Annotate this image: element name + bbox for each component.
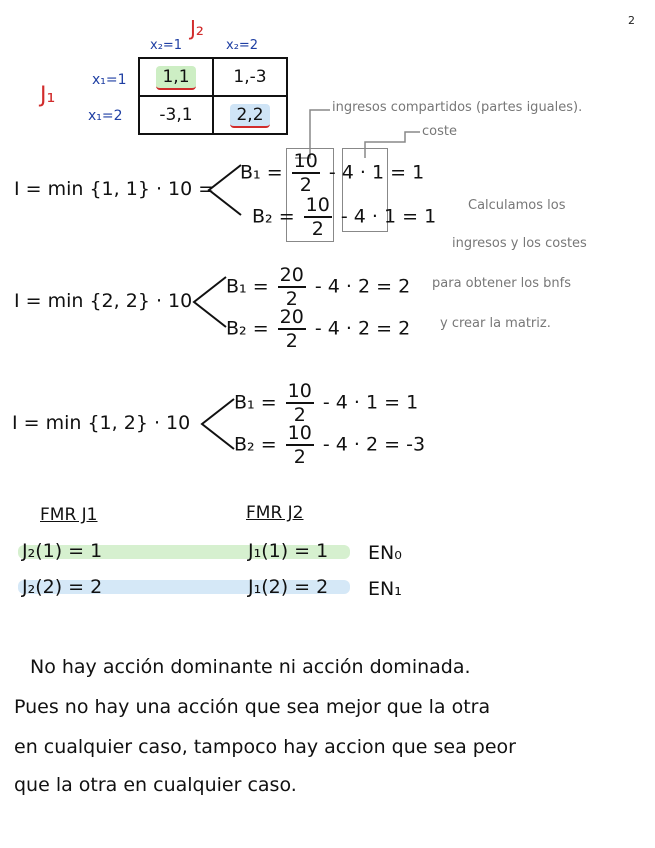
cell-value: 1,-3: [233, 67, 267, 87]
calc-note-line: y crear la matriz.: [440, 316, 551, 331]
conclusion-line: que la otra en cualquier caso.: [14, 774, 297, 796]
calc-b1: B₁ = $\frac{10}{2}$ - 4 · 1 = 1: [234, 380, 419, 426]
fmr-j2-row: J₁(1) = 1: [248, 540, 329, 562]
col-header-2: x₂=2: [226, 38, 259, 53]
payoff-matrix: [138, 57, 288, 135]
conclusion-line: Pues no hay una acción que sea mejor que la otra: [14, 696, 491, 718]
conclusion-line: en cualquier caso, tampoco hay accion que sea peor: [14, 736, 516, 758]
nash-cell-0: 1,1: [156, 66, 195, 90]
calc-b2: B₂ = $\frac{10}{2}$ - 4 · 1 = 1: [252, 194, 437, 240]
calc-lhs: I = min {1, 2} · 10: [12, 412, 191, 434]
branch-bracket: [198, 394, 238, 454]
calc-b1: B₁ = $\frac{10}{2}$ - 4 · 1 = 1: [240, 150, 425, 196]
nash-label: EN₀: [368, 542, 402, 564]
calc-note-line: ingresos y los costes: [452, 236, 587, 251]
calc-b2: B₂ = $\frac{20}{2}$ - 4 · 2 = 2: [226, 306, 411, 352]
matrix-cell: [139, 96, 213, 134]
branch-bracket: [205, 160, 245, 220]
fmr-j1-row: J₂(2) = 2: [22, 576, 103, 598]
matrix-cell: [213, 96, 287, 134]
annotation-ingresos: ingresos compartidos (partes iguales).: [332, 100, 583, 115]
branch-bracket: [190, 272, 230, 332]
row-player-label: J₁: [40, 83, 56, 108]
fmr-j1-row: J₂(1) = 1: [22, 540, 103, 562]
page-number: 2: [628, 14, 635, 27]
col-header-1: x₂=1: [150, 38, 183, 53]
fmr-j1-header: FMR J1: [40, 505, 98, 525]
conclusion-line: No hay acción dominante ni acción dominada.: [30, 656, 471, 678]
calc-b2: B₂ = $\frac{10}{2}$ - 4 · 2 = -3: [234, 422, 426, 468]
matrix-cell: [213, 58, 287, 96]
calc-lhs: I = min {2, 2} · 10: [14, 290, 193, 312]
row-header-2: x₁=2: [88, 108, 123, 124]
calc-note-line: para obtener los bnfs: [432, 276, 571, 291]
calc-lhs: I = min {1, 1} · 10 =: [14, 178, 215, 200]
nash-cell-1: 2,2: [230, 104, 269, 128]
nash-label: EN₁: [368, 578, 402, 600]
calc-note-line: Calculamos los: [468, 198, 566, 213]
col-player-label: J₂: [190, 16, 204, 40]
row-header-1: x₁=1: [92, 72, 127, 88]
fmr-j2-row: J₁(2) = 2: [248, 576, 329, 598]
annotation-coste: coste: [422, 124, 457, 139]
matrix-cell: [139, 58, 213, 96]
cell-value: -3,1: [159, 105, 193, 125]
fmr-j2-header: FMR J2: [246, 503, 304, 523]
calc-b1: B₁ = $\frac{20}{2}$ - 4 · 2 = 2: [226, 264, 411, 310]
